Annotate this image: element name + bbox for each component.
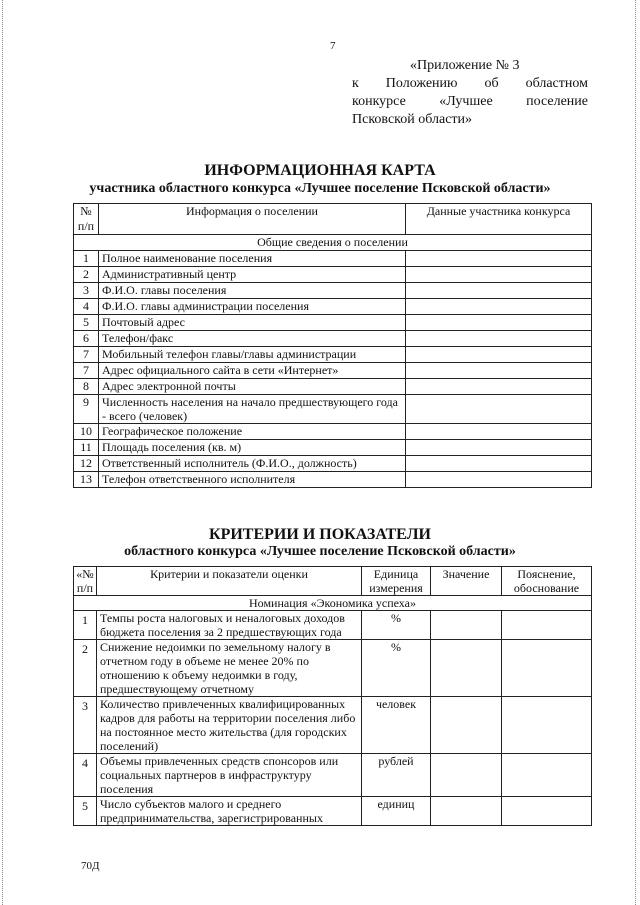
appendix-word: конкурсе [352,94,406,109]
table-row [74,299,592,315]
row-label: Площадь поселения (кв. м) [99,440,406,456]
value-cell [431,697,502,754]
appendix-line-3 [352,93,588,111]
row-number: 5 [74,797,97,826]
table-row [74,440,592,456]
header-number: «№ п/п [74,567,97,596]
value-cell [431,611,502,640]
value-cell [431,754,502,797]
row-number: 10 [74,424,99,440]
info-card-title: ИНФОРМАЦИОННАЯ КАРТА [204,162,436,179]
row-data-cell [406,472,592,488]
row-label: Административный центр [99,267,406,283]
info-card-body [74,235,592,488]
unit-cell: рублей [362,754,431,797]
table-header-row [74,567,592,596]
footer-code: 70Д [81,860,100,872]
section-heading: Общие сведения о поселении [74,235,592,251]
explanation-cell [502,797,592,826]
appendix-caption [352,57,588,129]
row-label: Ф.И.О. главы администрации поселения [99,299,406,315]
appendix-word: Положению [385,76,458,91]
page-number: 7 [330,40,336,52]
row-label: Почтовый адрес [99,315,406,331]
info-card-subtitle: участника областного конкурса «Лучшее поселение Псковской области» [89,181,551,196]
table-row [74,472,592,488]
table-row [74,754,592,797]
row-label: Телефон ответственного исполнителя [99,472,406,488]
appendix-word: «Лучшее [439,94,493,109]
table-row [74,283,592,299]
header-info: Информация о поселении [99,204,406,235]
table-row [74,331,592,347]
value-cell [431,797,502,826]
criteria-table [73,566,592,826]
row-label: Численность населения на начало предшествующего года - всего (человек) [99,395,406,424]
explanation-cell [502,640,592,697]
table-row [74,797,592,826]
table-row [74,611,592,640]
table-row [74,379,592,395]
table-row [74,363,592,379]
row-number: 4 [74,299,99,315]
table-row [74,456,592,472]
header-number: № п/п [74,204,99,235]
explanation-cell [502,754,592,797]
row-number: 2 [74,267,99,283]
header-criteria: Критерии и показатели оценки [97,567,362,596]
explanation-cell [502,611,592,640]
row-data-cell [406,251,592,267]
unit-cell: человек [362,697,431,754]
row-number: 13 [74,472,99,488]
row-label: Полное наименование поселения [99,251,406,267]
criterion-text: Снижение недоимки по земельному налогу в отчетном году в объеме не менее 20% по отношению к объему недоимки в году, предшествующему отчетному [97,640,362,697]
row-number: 7 [74,363,99,379]
header-value: Значение [431,567,502,596]
row-data-cell [406,363,592,379]
row-number: 2 [74,640,97,697]
criterion-text: Число субъектов малого и среднего предпринимательства, зарегистрированных [97,797,362,826]
row-label: Географическое положение [99,424,406,440]
row-label: Телефон/факс [99,331,406,347]
row-label: Мобильный телефон главы/главы администрации [99,347,406,363]
row-number: 1 [74,251,99,267]
criteria-subtitle: областного конкурса «Лучшее поселение Псковской области» [124,544,516,559]
row-label: Адрес электронной почты [99,379,406,395]
row-data-cell [406,347,592,363]
section-row [74,596,592,611]
criteria-body [74,596,592,826]
row-number: 3 [74,697,97,754]
criterion-text: Объемы привлеченных средств спонсоров или социальных партнеров в инфраструктуру поселения [97,754,362,797]
row-number: 12 [74,456,99,472]
row-data-cell [406,395,592,424]
row-number: 9 [74,395,99,424]
nomination-heading: Номинация «Экономика успеха» [74,596,592,611]
unit-cell: % [362,640,431,697]
info-card-table [73,203,592,488]
row-number: 11 [74,440,99,456]
criteria-title: КРИТЕРИИ И ПОКАЗАТЕЛИ [208,526,431,543]
criterion-text: Темпы роста налоговых и неналоговых доходов бюджета поселения за 2 предшествующих года [97,611,362,640]
unit-cell: единиц [362,797,431,826]
row-data-cell [406,267,592,283]
row-data-cell [406,379,592,395]
section-row [74,235,592,251]
table-row [74,315,592,331]
row-number: 5 [74,315,99,331]
table-row [74,251,592,267]
row-number: 7 [74,347,99,363]
row-number: 4 [74,754,97,797]
appendix-line-2 [352,75,588,93]
table-header-row [74,204,592,235]
table-row [74,347,592,363]
row-label: Ф.И.О. главы поселения [99,283,406,299]
row-data-cell [406,440,592,456]
explanation-cell [502,697,592,754]
table-row [74,640,592,697]
row-number: 1 [74,611,97,640]
table-row [74,697,592,754]
row-data-cell [406,456,592,472]
value-cell [431,640,502,697]
row-number: 6 [74,331,99,347]
row-data-cell [406,424,592,440]
criterion-text: Количество привлеченных квалифицированных кадров для работы на территории поселения либо на постоянное место жительства (для городских поселений) [97,697,362,754]
appendix-word: к [352,76,359,91]
table-row [74,424,592,440]
header-unit: Единица измерения [362,567,431,596]
appendix-word: поселение [526,94,588,109]
row-data-cell [406,315,592,331]
row-label: Адрес официального сайта в сети «Интернет» [99,363,406,379]
appendix-word: об [484,76,499,91]
row-data-cell [406,283,592,299]
unit-cell: % [362,611,431,640]
row-data-cell [406,331,592,347]
table-row [74,395,592,424]
scan-edge-right [633,0,636,905]
header-explanation: Пояснение, обоснование [502,567,592,596]
row-number: 3 [74,283,99,299]
table-row [74,267,592,283]
row-label: Ответственный исполнитель (Ф.И.О., должность) [99,456,406,472]
appendix-line-4: Псковской области» [352,112,473,127]
row-number: 8 [74,379,99,395]
row-data-cell [406,299,592,315]
header-participant-data: Данные участника конкурса [406,204,592,235]
appendix-line-1: «Приложение № 3 [410,58,520,73]
scan-edge-left [2,0,5,905]
appendix-word: областном [525,76,588,91]
